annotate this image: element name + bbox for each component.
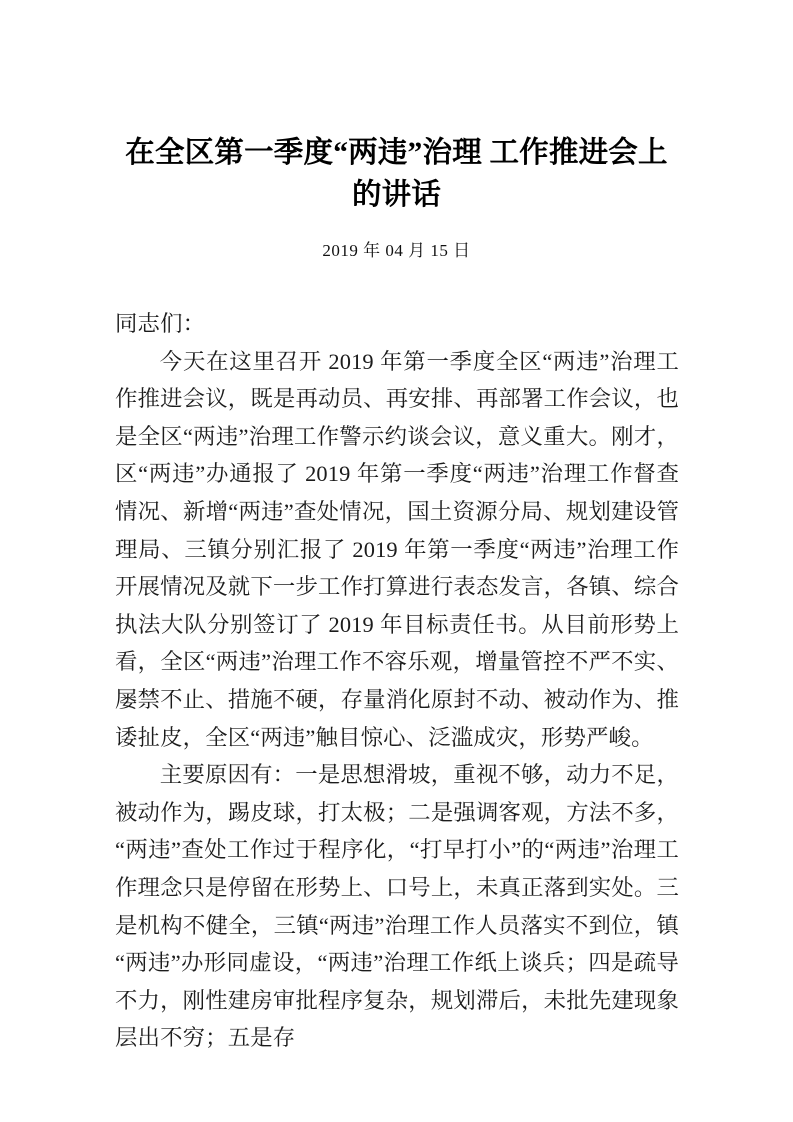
document-title: 在全区第一季度“两违”治理 工作推进会上的讲话 xyxy=(125,137,668,211)
title-block xyxy=(115,132,678,261)
salutation-line: 同志们： xyxy=(115,311,206,336)
document-date: 2019 年 04 月 15 日 xyxy=(322,241,471,260)
body-paragraph: 主要原因有：一是思想滑坡，重视不够，动力不足，被动作为，踢皮球，打太极；二是强调客观，方法不多，“两违”查处工作过于程序化，“打早打小”的“两违”治理工作理念只是停留在形势上、口号上，未真正落到实处。三是机构不健全，三镇“两违”治理工作人员落实不到位，镇“两违”办形同虚设，“两违”治理工作纸上谈兵；四是疏导不力，刚性建房审批程序复杂，规划滞后，未批先建现象层出不穷；五是存 xyxy=(115,762,679,1051)
body-paragraph: 今天在这里召开 2019 年第一季度全区“两违”治理工作推进会议，既是再动员、再安排、再部署工作会议，也是全区“两违”治理工作警示约谈会议，意义重大。刚才，区“两违”办通报了 2019 年第一季度“两违”治理工作督查情况、新增“两违”查处情况，国土资源分局、规划建设管理局、三镇分别汇报了 2019 年第一季度“两违”治理工作开展情况及就下一步工作打算进行表态发言，各镇、综合执法大队分别签订了 2019 年目标责任书。从目前形势上看，全区“两违”治理工作不容乐观，增量管控不严不实、屡禁不止、措施不硬，存量消化原封不动、被动作为、推诿扯皮，全区“两违”触目惊心、泛滥成灾，形势严峻。 xyxy=(115,348,679,750)
document-body xyxy=(115,305,679,1057)
